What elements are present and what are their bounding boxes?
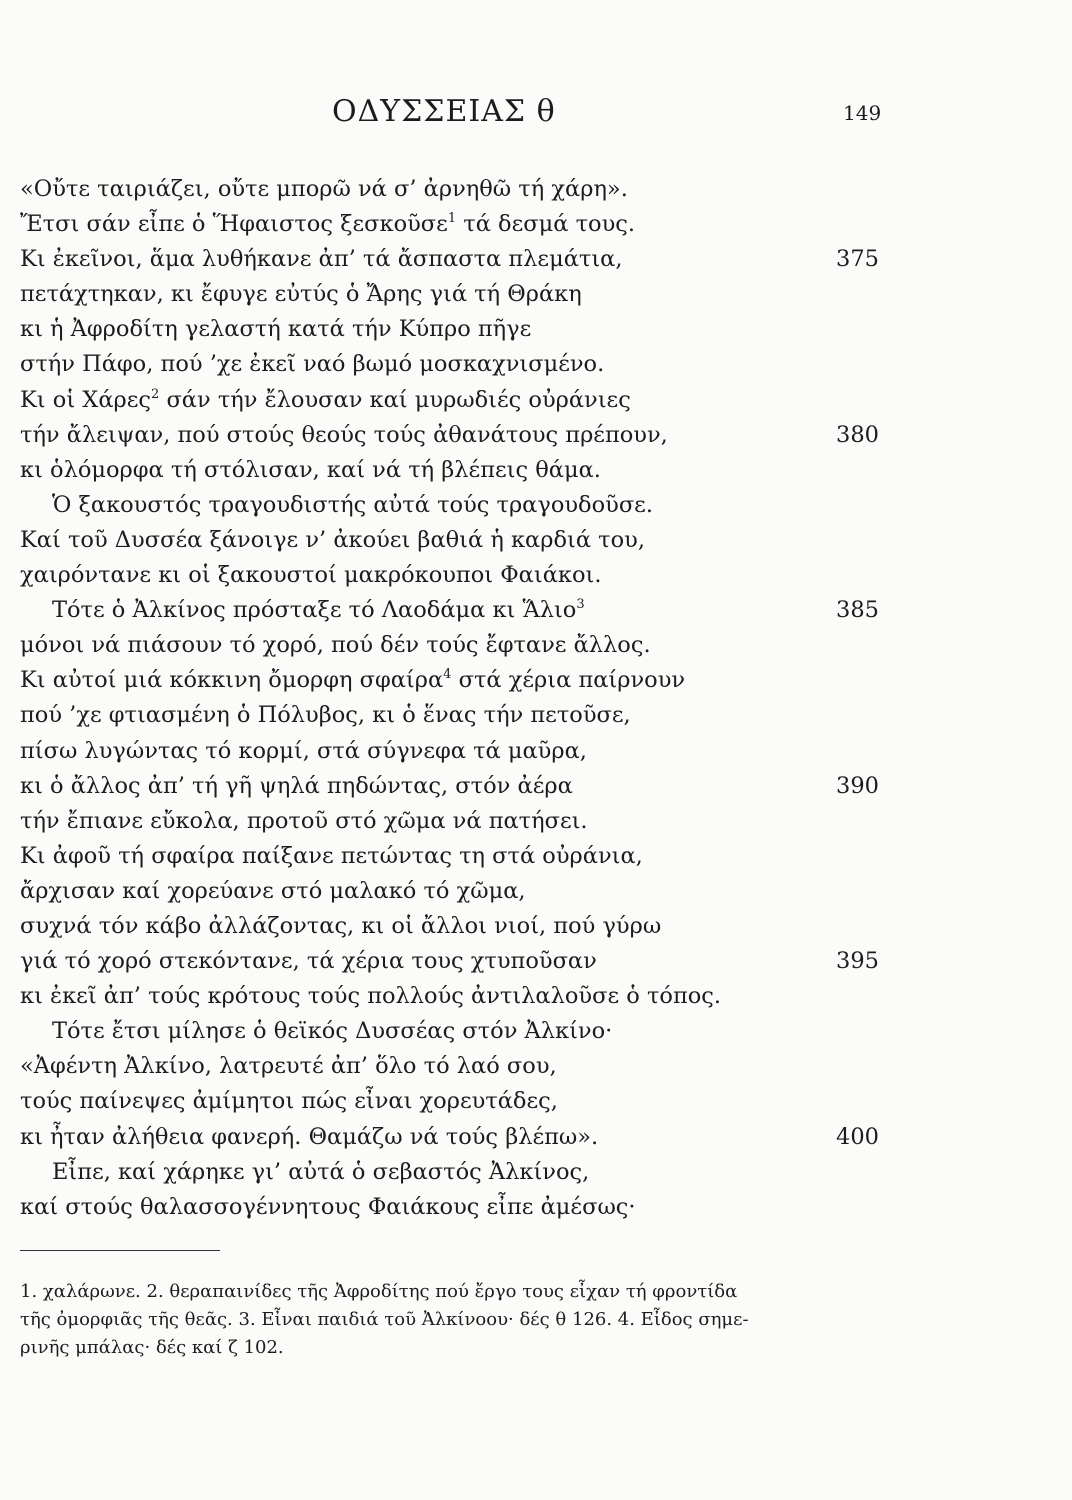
line-number: 375 [836, 246, 879, 273]
verse-text-main: κι ἡ Ἀφροδίτη γελαστή κατά τήν Κύπρο πῆγε [20, 316, 532, 343]
verse-text-main: Εἶπε, καί χάρηκε γι’ αὐτά ὁ σεβαστός Ἀλκίνος, [52, 1158, 590, 1185]
verse-line [0, 1190, 1072, 1225]
verse-text-main: κι ἐκεῖ ἀπ’ τούς κρότους τούς πολλούς ἀντιλαλοῦσε ὁ τόπος. [20, 983, 722, 1010]
verse-text-main: πίσω λυγώντας τό κορμί, στά σύγνεφα τά μαῦρα, [20, 737, 587, 764]
verse-line [0, 488, 1072, 523]
verse-line [0, 874, 1072, 909]
footnote-line: ρινῆς μπάλας· δές καί ζ 102. [20, 1337, 284, 1358]
verse-text [20, 207, 635, 242]
footnote-line: 1. χαλάρωνε. 2. θεραπαινίδες τῆς Ἀφροδίτης πού ἔργο τους εἶχαν τή φροντίδα [20, 1281, 738, 1302]
verse-text [20, 347, 604, 382]
verse-text-main: χαιρόντανε κι οἱ ξακουστοί μακρόκουποι Φαιάκοι. [20, 562, 602, 589]
verse-text-main: στήν Πάφο, πού ’χε ἐκεῖ ναό βωμό μοσκαχνισμένο. [20, 351, 605, 378]
verse-line [0, 418, 1072, 453]
verse-text [20, 418, 668, 453]
line-number: 395 [836, 948, 879, 975]
verse-text-main: Καί τοῦ Δυσσέα ξάνοιγε ν’ ἀκούει βαθιά ἡ καρδιά του, [20, 526, 646, 553]
verse-text [52, 1014, 612, 1049]
verse-text [20, 698, 631, 733]
verse-text [20, 909, 661, 944]
verse-text-main: κι ἦταν ἀλήθεια φανερή. Θαμάζω νά τούς βλέπω». [20, 1123, 599, 1150]
verse-text-main: τούς παίνεψες ἀμίμητοι πώς εἶναι χορευτάδες, [20, 1088, 558, 1115]
verse-line [0, 347, 1072, 382]
verse-text [20, 523, 645, 558]
verse-text [20, 804, 588, 839]
verse-text [20, 383, 631, 418]
verse-text-rest: στά χέρια παίρνουν [451, 667, 686, 694]
page-header [0, 84, 1072, 134]
verse-text [20, 558, 601, 593]
verse-text [20, 734, 587, 769]
verse-text [52, 593, 585, 628]
verse-line [0, 804, 1072, 839]
verse-text [20, 453, 601, 488]
verse-line [0, 453, 1072, 488]
verse-line [0, 1014, 1072, 1049]
verse-text-main: μόνοι νά πιάσουν τό χορό, πού δέν τούς ἔφτανε ἄλλος. [20, 632, 651, 659]
verse-text-main: πού ’χε φτιασμένη ὁ Πόλυβος, κι ὁ ἕνας τήν πετοῦσε, [20, 702, 631, 729]
verse-text [20, 277, 582, 312]
verse-text-main: κι ὁ ἄλλος ἀπ’ τή γῆ ψηλά πηδώντας, στόν ἀέρα [20, 772, 573, 799]
verse-line [0, 383, 1072, 418]
verse-text [20, 979, 721, 1014]
verse-text-main: Ἔτσι σάν εἶπε ὁ Ἥφαιστος ξεσκοῦσε [20, 211, 448, 238]
verse-text [20, 628, 651, 663]
footnote-marker: 4 [443, 667, 452, 683]
verse-text-rest: τά δεσμά τους. [456, 211, 636, 238]
verse-text-main: καί στούς θαλασσογέννητους Φαιάκους εἶπε ἀμέσως· [20, 1193, 636, 1220]
verse-line [0, 1049, 1072, 1084]
verse-line [0, 628, 1072, 663]
verse-line [0, 1084, 1072, 1119]
verse-line [0, 979, 1072, 1014]
verse-text [20, 1190, 636, 1225]
verse-text-main: πετάχτηκαν, κι ἔφυγε εὐτύς ὁ Ἄρης γιά τή Θράκη [20, 281, 582, 308]
verse-line [0, 769, 1072, 804]
verse-text [20, 663, 685, 698]
verse-text [52, 488, 653, 523]
verse-line [0, 593, 1072, 628]
footnote-line: τῆς ὀμορφιᾶς τῆς θεᾶς. 3. Εἶναι παιδιά τοῦ Ἀλκίνοου· δές θ 126. 4. Εἶδος σημε- [20, 1309, 749, 1330]
verse-line [0, 172, 1072, 207]
verse-line [0, 207, 1072, 242]
verse-text-main: Κι ἀφοῦ τή σφαίρα παίξανε πετώντας τη στά οὐράνια, [20, 842, 643, 869]
running-title: ΟΔΥΣΣΕΙΑΣ θ [332, 94, 556, 129]
footnote-marker: 1 [447, 211, 457, 227]
verse-text-main: Ὁ ξακουστός τραγουδιστής αὐτά τούς τραγουδοῦσε. [52, 491, 653, 518]
verse-line [0, 909, 1072, 944]
verse-text-main: ἄρχισαν καί χορεύανε στό μαλακό τό χῶμα, [20, 877, 526, 904]
verse-text-main: τήν ἔπιανε εὔκολα, προτοῦ στό χῶμα νά πατήσει. [20, 807, 588, 834]
verse-text [20, 312, 531, 347]
verse-line [0, 663, 1072, 698]
footnote-marker: 2 [151, 386, 160, 402]
verse-line [0, 558, 1072, 593]
verse-line [0, 1120, 1072, 1155]
verse-text [20, 1084, 558, 1119]
verse-text [20, 874, 526, 909]
verse-text-main: Κι αὐτοί μιά κόκκινη ὄμορφη σφαίρα [20, 667, 444, 694]
line-number: 380 [836, 421, 879, 448]
verse-line [0, 698, 1072, 733]
footnotes [20, 1278, 872, 1362]
verse-line [0, 944, 1072, 979]
footnote-divider [20, 1250, 220, 1251]
verse-text [20, 769, 573, 804]
verse-text [20, 172, 628, 207]
verse-line [0, 312, 1072, 347]
verse-text [20, 839, 643, 874]
verse-line [0, 242, 1072, 277]
verse-line [0, 277, 1072, 312]
verse-text-rest: σάν τήν ἔλουσαν καί μυρωδιές οὐράνιες [159, 386, 631, 413]
verse-text [20, 242, 623, 277]
verse-text-main: Τότε ἔτσι μίλησε ὁ θεϊκός Δυσσέας στόν Ἀλκίνο· [52, 1018, 613, 1045]
verse-text-main: τήν ἄλειψαν, πού στούς θεούς τούς ἀθανάτους πρέπουν, [20, 421, 668, 448]
line-number: 390 [836, 772, 879, 799]
verse-text [20, 944, 597, 979]
verse-line [0, 523, 1072, 558]
verse-text-main: Κι ἐκεῖνοι, ἅμα λυθήκανε ἀπ’ τά ἄσπαστα πλεμάτια, [20, 246, 623, 273]
verse-text [52, 1155, 589, 1190]
verse-text-main: συχνά τόν κάβο ἀλλάζοντας, κι οἱ ἄλλοι νιοί, πού γύρω [20, 912, 662, 939]
footnote-marker: 3 [576, 597, 585, 613]
verse-text-main: Κι οἱ Χάρες [20, 386, 152, 413]
verse-line [0, 1155, 1072, 1190]
line-number: 400 [836, 1123, 879, 1150]
verse-text [20, 1120, 598, 1155]
verse-text-main: Τότε ὁ Ἀλκίνος πρόσταξε τό Λαοδάμα κι Ἅλιο [52, 597, 577, 624]
verse-line [0, 839, 1072, 874]
verse-text-main: γιά τό χορό στεκόντανε, τά χέρια τους χτυποῦσαν [20, 948, 597, 975]
verse-block [0, 172, 1072, 1225]
verse-text-main: «Οὔτε ταιριάζει, οὔτε μπορῶ νά σ’ ἀρνηθῶ τή χάρη». [20, 176, 628, 202]
line-number: 385 [836, 597, 879, 624]
verse-text [20, 1049, 557, 1084]
verse-line [0, 734, 1072, 769]
verse-text-main: «Ἀφέντη Ἀλκίνο, λατρευτέ ἀπ’ ὅλο τό λαό σου, [20, 1053, 557, 1080]
page-number: 149 [843, 101, 882, 125]
verse-text-main: κι ὁλόμορφα τή στόλισαν, καί νά τή βλέπεις θάμα. [20, 456, 601, 483]
